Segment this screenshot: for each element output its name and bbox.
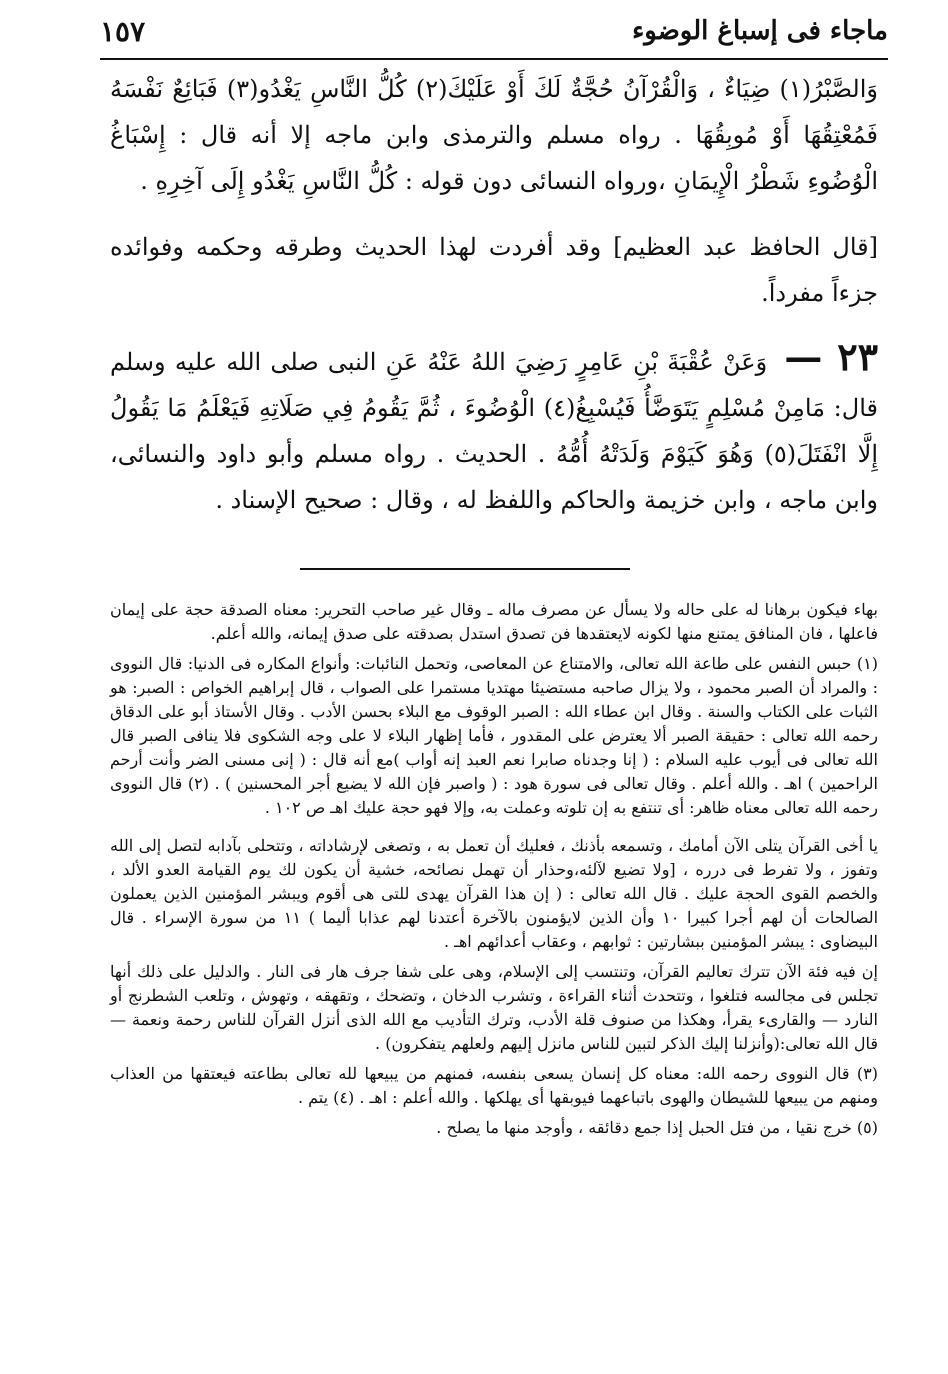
commentary-quran: يا أخى القرآن يتلى الآن أمامك ، وتسمعه بأذنك ، فعليك أن تعمل به ، وتصغى لإرشاداته ، وتتحلى بآدابه لتصل إلى الله وتفوز ، ولا تفرط فى درره ، [ولا تضيع لآلئه،وحذار أن تهمل نصائحه، خشية أن يكون لك يوم القيامة العدو الألد ، والخصم القوى الحجة عليك . قال الله تعالى : ( إن هذا القرآن يهدى للتى هى أقوم ويبشر المؤمنين الذين يعملون الصالحات أن لهم أجرا كبيرا ١٠ وأن الذين لايؤمنون بالآخرة أعتدنا لهم عذابا أليما ) ١١ من سورة الإسراء . قال البيضاوى : يبشر المؤمنين ببشارتين : ثوابهم ، وعقاب أعدائهم اهـ . (110, 836, 879, 951)
hafiz-note: [قال الحافظ عبد العظيم] وقد أفردت لهذا الحديث وطرقه وحكمه وفوائده جزءاً مفرداً. (110, 233, 878, 307)
hadith-23 (110, 334, 878, 523)
running-title: ماجاء فى إسباغ الوضوء (632, 16, 888, 46)
footnote-5: (٥) خرج نقيا ، من فتل الحبل إذا جمع دقائقه ، وأوجد منها ما يصلح . (436, 1118, 878, 1137)
footnote-separator (300, 568, 630, 570)
page-number: ١٥٧ (100, 14, 146, 48)
header-rule (100, 58, 888, 60)
footnote-1-2: (١) حبس النفس على طاعة الله تعالى، والامتناع عن المعاصى، وتحمل النائبات: وأنواع المكاره فى الدنيا: قال النووى : والمراد أن الصبر محمود ، ولا يزال صاحبه مستضيئا مهتديا مستمرا على الصواب ، قال إبراهيم الخواص : الصبر: هو الثبات على الكتاب والسنة . وقال ابن عطاء الله : الصبر الوقوف مع البلاء بحسن الأدب . وقال الأستاذ أبو على الدقاق رحمه الله تعالى : حقيقة الصبر ألا يعترض على المقدور ، فأما إظهار البلاء لا على وجه الشكوى فلا ينافى الصبر قال الله تعالى فى أيوب عليه السلام : ( إنا وجدناه صابرا نعم العبد إنه أواب )مع أنه قال : ( إنى مسنى الضر وأنت أرحم الراحمين ) اهـ . والله أعلم . وقال تعالى فى سورة هود : ( واصبر فإن الله لا يضيع أجر المحسنين ) . (٢) قال النووى رحمه الله تعالى معناه ظاهر: أى تنتفع به إن تلوته وعملت به، وإلا فهو حجة عليك اهـ ص ١٠٢ . (110, 654, 878, 817)
footnote-3-4: (٣) قال النووى رحمه الله: معناه كل إنسان يسعى بنفسه، فمنهم من يبيعها لله تعالى بطاعته فيعتقها من العذاب ومنهم من يبيعها للشيطان والهوى باتباعهما فيوبقها أى يهلكها . والله أعلم : اهـ . (٤) يتم . (110, 1064, 878, 1107)
main-text (110, 66, 878, 523)
hadith-22-continuation: وَالصَّبْرُ(١) ضِيَاءٌ ، وَالْقُرْآنُ حُجَّةٌ لَكَ أَوْ عَلَيْكَ(٢) كُلُّ النَّاسِ يَغْدُو(٣) فَبَائِعٌ نَفْسَهُ فَمُعْتِقُهَا أَوْ مُوبِقُهَا . رواه مسلم والترمذى وابن ماجه إلا أنه قال : إِسْبَاغُ الْوُضُوءِ شَطْرُ الْإِيمَانِ ،ورواه النسائى دون قوله : كُلُّ النَّاسِ يَغْدُو إِلَى آخِرِهِ . (110, 75, 879, 195)
page-header (100, 8, 888, 54)
hadith-number: ٢٣ — (784, 334, 879, 379)
commentary-warning: إن فيه فئة الآن تترك تعاليم القرآن، وتنتسب إلى الإسلام، وهى على شفا جرف هار فى النار . والدليل على ذلك أنها تجلس فى مجالسه فتلغوا ، وتتحدث أثناء القراءة ، وتشرب الدخان ، وتضحك ، وتقهقه ، وتهوش ، وتلعب الشطرنج أو النارد — والقارىء يقرأ، وهكذا من صنوف قلة الأدب، وترك التأديب مع الله الذى أنزل القرآن للناس رحمة ونعمة — قال الله تعالى:(وأنزلنا إليك الذكر لتبين للناس مانزل إليهم ولعلهم يتفكرون) . (110, 962, 879, 1053)
footnote-continuation: بهاء فيكون برهانا له على حاله ولا يسأل عن مصرف ماله ـ وقال غير صاحب التحرير: معناه الصدقة حجة على إيمان فاعلها ، فان المنافق يمتنع منها لكونه لايعتقدها فن تصدق استدل بصدقته على صدق إيمانه، والله أعلم. (110, 600, 878, 643)
footnotes (110, 598, 878, 1146)
hadith-23-text: وَعَنْ عُقْبَةَ بْنِ عَامِرٍ رَضِيَ اللهُ عَنْهُ عَنِ النبى صلى الله عليه وسلم قال: مَامِنْ مُسْلِمٍ يَتَوَضَّأُ فَيُسْبِغُ(٤) الْوُضُوءَ ، ثُمَّ يَقُومُ فِي صَلَاتِهِ فَيَعْلَمُ مَا يَقُولُ إِلَّا انْفَتَلَ(٥) وَهُوَ كَيَوْمَ وَلَدَتْهُ أُمُّهُ . الحديث . رواه مسلم وأبو داود والنسائى، وابن ماجه ، وابن خزيمة والحاكم واللفظ له ، وقال : صحيح الإسناد . (110, 348, 878, 514)
